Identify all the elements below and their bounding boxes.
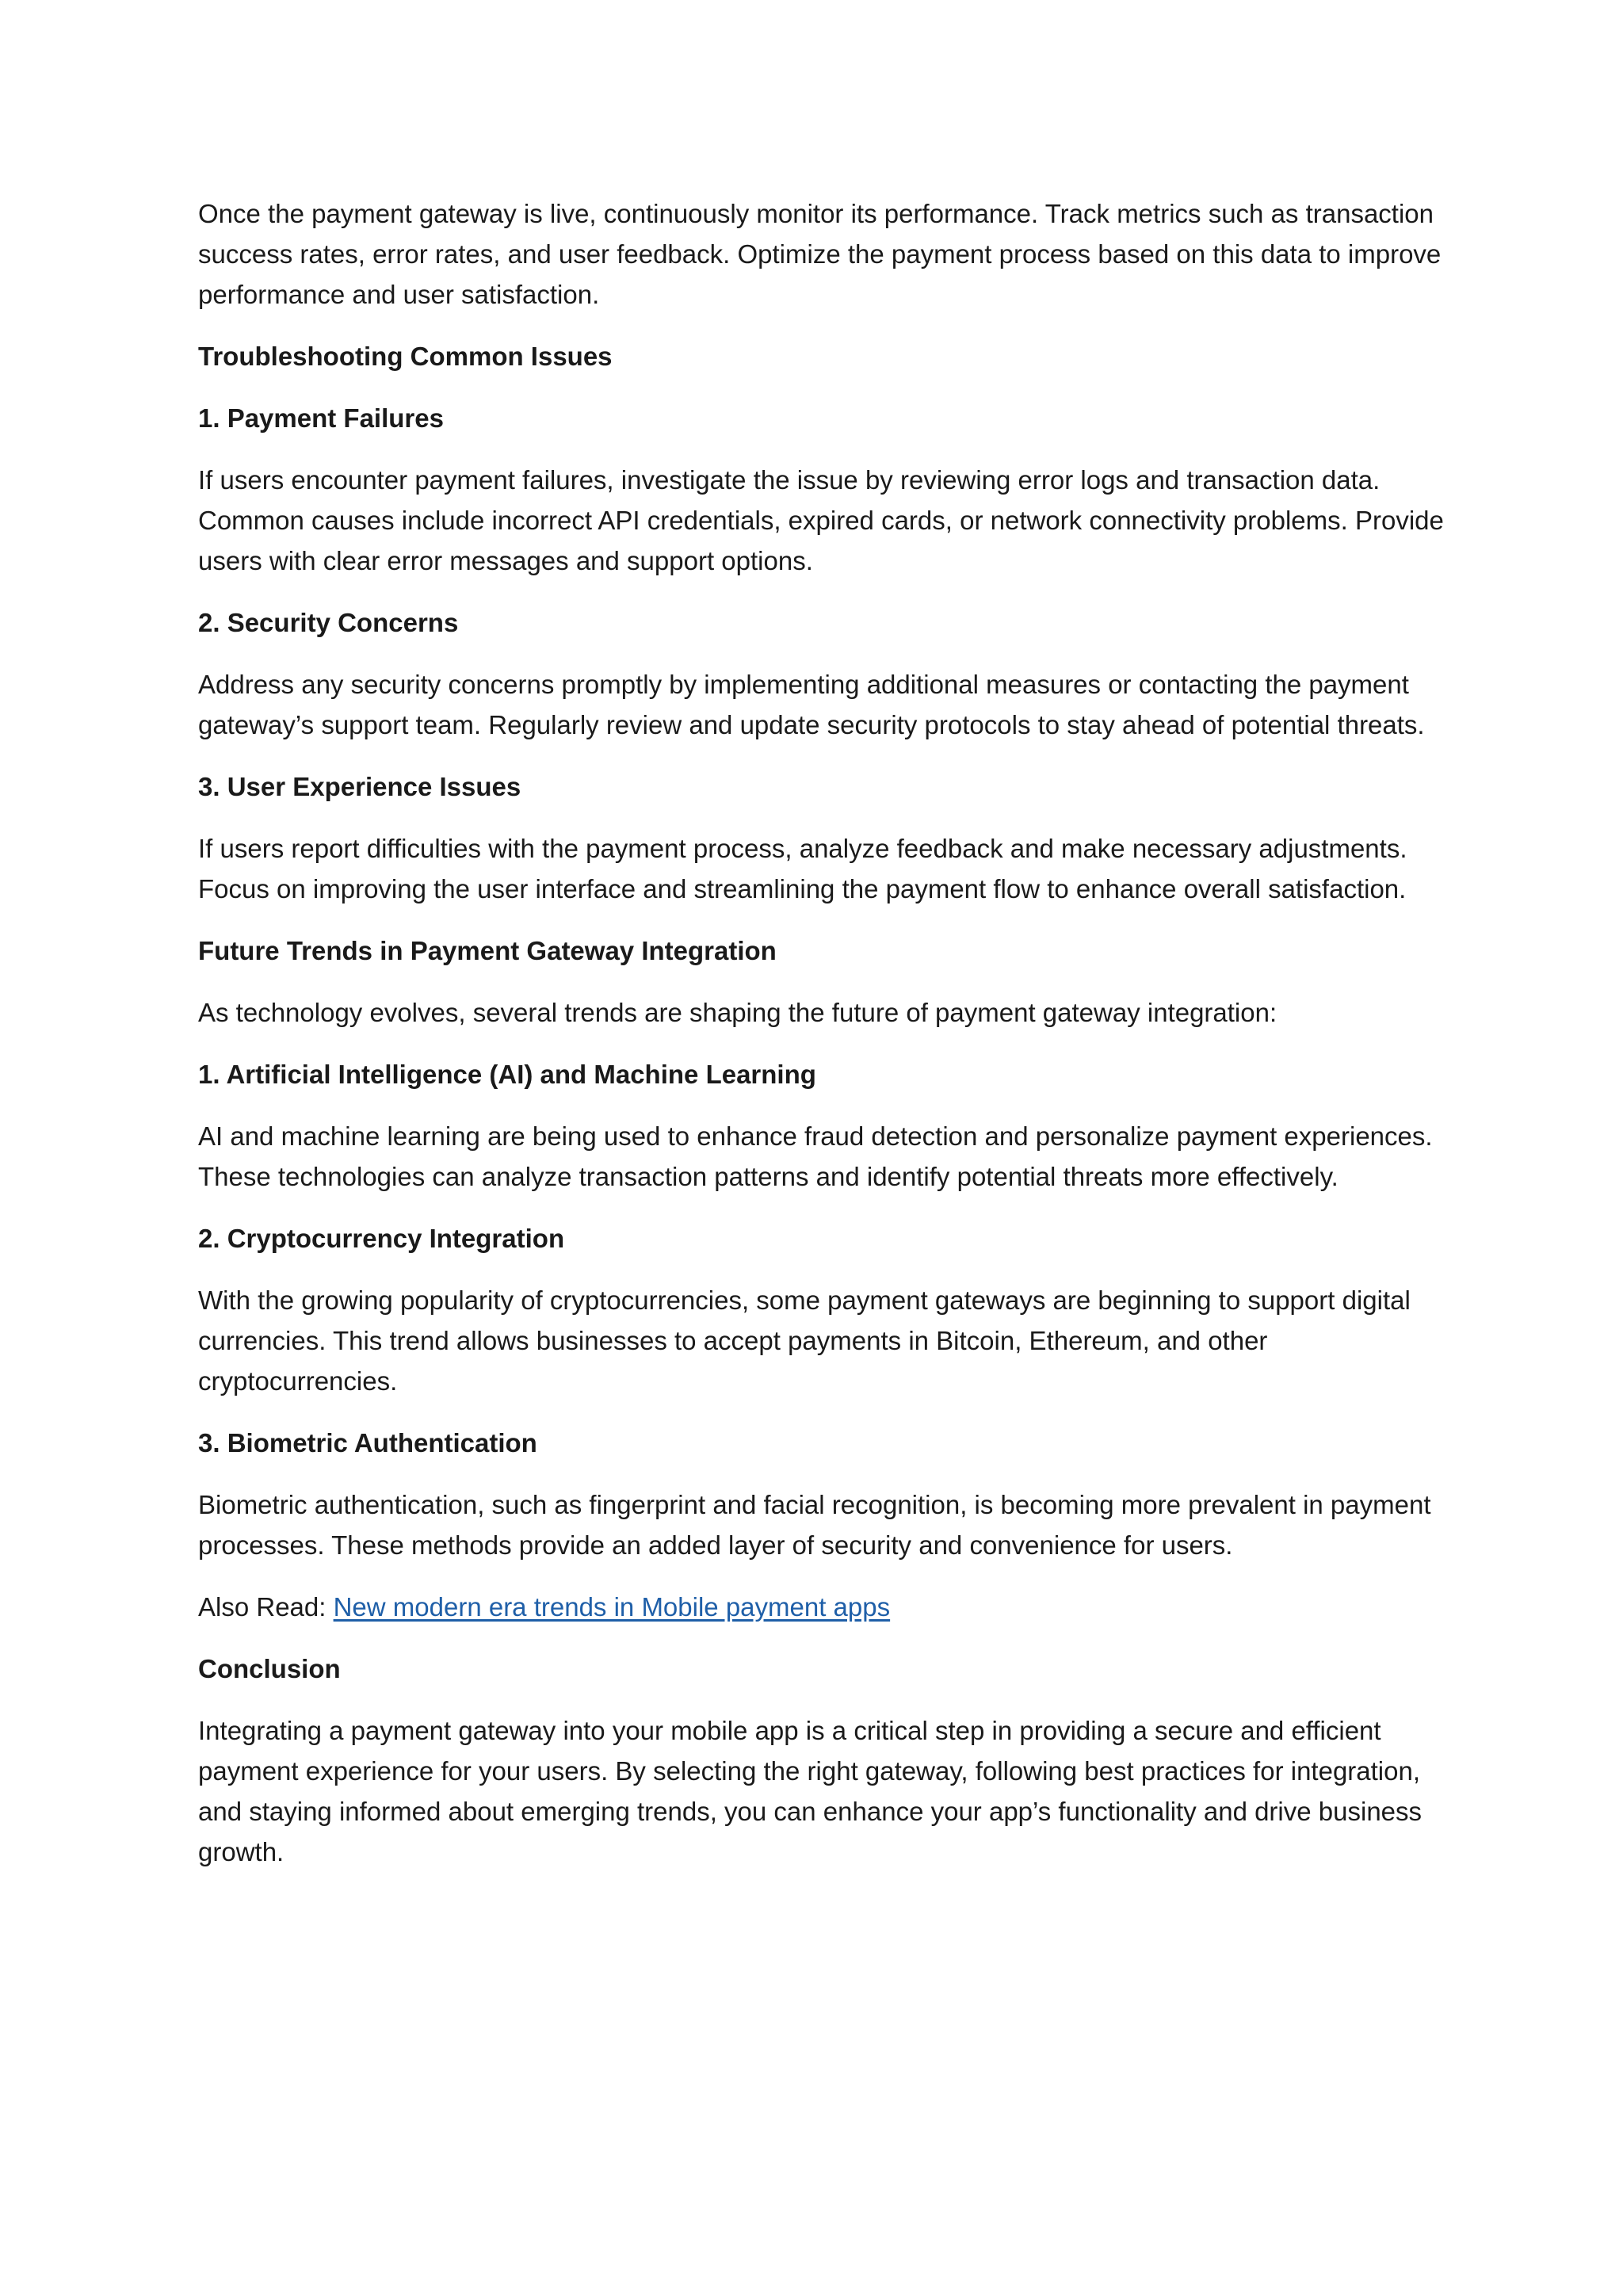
- security-concerns-heading: 2. Security Concerns: [198, 608, 459, 637]
- future-trends-intro: As technology evolves, several trends are shaping the future of payment gateway integration:: [198, 998, 1277, 1027]
- cryptocurrency-body: With the growing popularity of cryptocurrencies, some payment gateways are beginning to support digital currencies. This trend allows businesses to accept payments in Bitcoin, Ethereum, and other cryptocurrencies.: [198, 1286, 1411, 1396]
- biometric-body: Biometric authentication, such as fingerprint and facial recognition, is becoming more prevalent in payment processes. These methods provide an added layer of security and convenience for users.: [198, 1490, 1431, 1560]
- also-read-line: [198, 1587, 1450, 1627]
- troubleshooting-heading: Troubleshooting Common Issues: [198, 342, 613, 371]
- user-experience-body: If users report difficulties with the payment process, analyze feedback and make necessary adjustments. Focus on improving the user interface and streamlining the payment flow to enhance overall satisfaction.: [198, 834, 1407, 904]
- ai-ml-heading: 1. Artificial Intelligence (AI) and Machine Learning: [198, 1060, 816, 1089]
- conclusion-heading: Conclusion: [198, 1654, 341, 1683]
- conclusion-body: Integrating a payment gateway into your mobile app is a critical step in providing a secure and efficient payment experience for your users. By selecting the right gateway, following best practices for integration, and staying informed about emerging trends, you can enhance your app’s functionality and drive business growth.: [198, 1716, 1423, 1866]
- biometric-heading: 3. Biometric Authentication: [198, 1428, 537, 1457]
- cryptocurrency-heading: 2. Cryptocurrency Integration: [198, 1224, 565, 1253]
- ai-ml-body: AI and machine learning are being used to enhance fraud detection and personalize payment experiences. These technologies can analyze transaction patterns and identify potential threats more effectively.: [198, 1121, 1433, 1191]
- security-concerns-body: Address any security concerns promptly by implementing additional measures or contacting the payment gateway’s support team. Regularly review and update security protocols to stay ahead of potential threats.: [198, 670, 1425, 739]
- document-body: [198, 193, 1450, 1893]
- future-trends-heading: Future Trends in Payment Gateway Integration: [198, 936, 777, 965]
- also-read-link[interactable]: New modern era trends in Mobile payment apps: [333, 1592, 891, 1622]
- intro-paragraph: Once the payment gateway is live, continuously monitor its performance. Track metrics such as transaction success rates, error rates, and user feedback. Optimize the payment process based on this data to improve performance and user satisfaction.: [198, 199, 1442, 309]
- payment-failures-body: If users encounter payment failures, investigate the issue by reviewing error logs and transaction data. Common causes include incorrect API credentials, expired cards, or network connectivity problems. Provide users with clear error messages and support options.: [198, 465, 1444, 575]
- also-read-prefix: Also Read:: [198, 1592, 334, 1622]
- user-experience-heading: 3. User Experience Issues: [198, 772, 521, 801]
- payment-failures-heading: 1. Payment Failures: [198, 403, 444, 433]
